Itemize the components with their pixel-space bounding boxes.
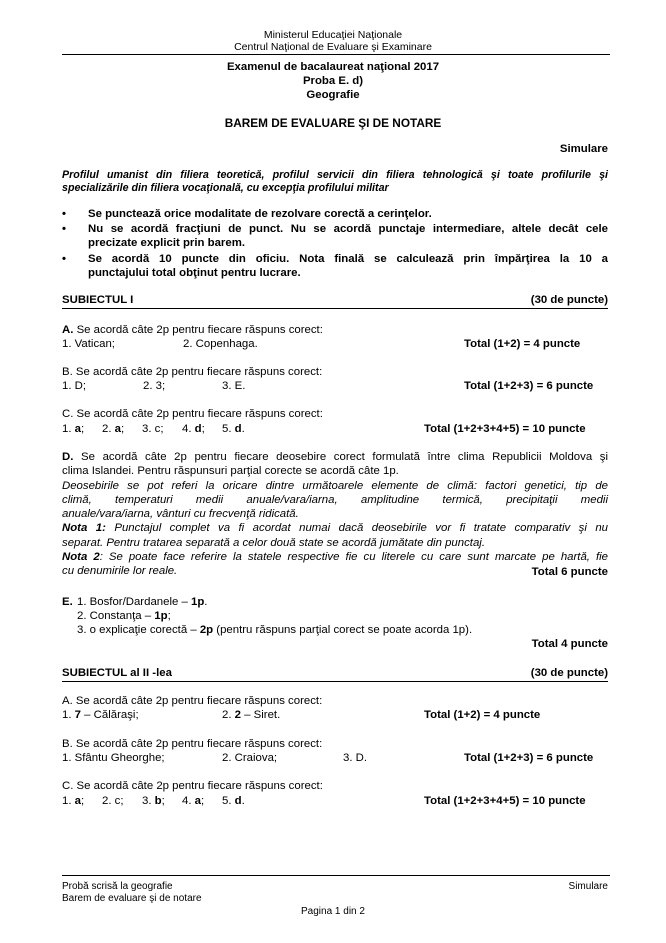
s1-e-item-3-remark: (pentru răspuns parţial corect se poate acorda 1p). bbox=[213, 624, 473, 636]
footer-left-1: Probă scrisă la geografie bbox=[62, 881, 173, 892]
s1-d-note-1b: separat. Pentru tratarea separată a celor două state se acordă jumătate din punctaj. bbox=[62, 537, 485, 549]
s1-d-note-2 bbox=[62, 551, 608, 563]
s2-b-answer-2: 2. Craiova; bbox=[222, 752, 278, 764]
s1-c-total: Total (1+2+3+4+5) = 10 puncte bbox=[424, 423, 586, 435]
s2-a-answer-2-text: – Siret. bbox=[241, 709, 281, 721]
s1-b-total: Total (1+2+3) = 6 puncte bbox=[464, 380, 594, 392]
s1-d-note-1-label: Nota 1: bbox=[62, 522, 106, 534]
s1-c-answer-3-value: c bbox=[154, 423, 161, 435]
rule-1: Se punctează orice modalitate de rezolvare corectă a cerinţelor. bbox=[88, 208, 432, 220]
s1-c-answer-2: 2. a; bbox=[102, 423, 125, 435]
s2-c-answer-4: 4. a; bbox=[182, 795, 205, 807]
s1-title: SUBIECTUL I bbox=[62, 294, 134, 306]
s1-d-line-1 bbox=[62, 451, 608, 463]
s2-a-answer-2-value: 2 bbox=[234, 709, 242, 721]
s2-a-total: Total (1+2) = 4 puncte bbox=[424, 709, 541, 721]
s1-e-item-3 bbox=[77, 624, 472, 636]
s1-c-answer-5-value: d bbox=[234, 423, 242, 435]
center-name: Centrul Naţional de Evaluare şi Examinare bbox=[234, 41, 432, 53]
profile-line-2: specializările din filiera vocaţională, cu excepţia profilului militar bbox=[62, 182, 389, 194]
s1-d-line-2: clima Islandei. Pentru răspunsuri parţial corecte se acordă câte 1p. bbox=[62, 465, 399, 477]
s2-a-answer-1-num: 1. bbox=[62, 709, 75, 721]
s2-a-answer-1-value: 7 bbox=[74, 709, 82, 721]
rule-2a: Nu se acordă fracţiuni de punct. Nu se acordă punctaje intermediare, altele decât cele bbox=[88, 223, 608, 235]
s1-c-answer-1: 1. a; bbox=[62, 423, 85, 435]
s2-b-answer-3: 3. D. bbox=[343, 752, 368, 764]
rule-3a: Se acordă 10 puncte din oficiu. Nota finală se calculează prin împărţirea la 10 a bbox=[88, 253, 608, 265]
s1-b-intro: B. Se acordă câte 2p pentru fiecare răspuns corect: bbox=[62, 366, 323, 378]
exam-title: Examenul de bacalaureat naţional 2017 bbox=[226, 61, 440, 73]
s1-c-answer-5-num: 5. bbox=[222, 423, 232, 435]
exam-proba: Proba E. d) bbox=[302, 75, 364, 87]
s1-b-answer-1: 1. D; bbox=[62, 380, 87, 392]
s1-e-item-2: 2. Constanţa – 1p; bbox=[77, 610, 171, 622]
s1-d-note-2b: cu denumirile lor reale. bbox=[62, 565, 178, 577]
s2-c-answer-3: 3. b; bbox=[142, 795, 165, 807]
s2-c-answer-3-value: b bbox=[154, 795, 162, 807]
bullet-icon: • bbox=[62, 223, 66, 235]
footer-left-2: Barem de evaluare şi de notare bbox=[62, 893, 202, 904]
s1-d-line-3: Deosebirile se pot referi la oricare dintre următoarele elemente de climă: factori genetici, tip de bbox=[62, 480, 608, 492]
s1-d-total: Total 6 puncte bbox=[531, 566, 608, 578]
s2-a-answer-1-text: – Călăraşi; bbox=[81, 709, 139, 721]
s1-e-item-2-text: 2. Constanţa – bbox=[77, 610, 155, 622]
s1-c-answer-2-num: 2. bbox=[102, 423, 112, 435]
s1-a-answer-1: 1. Vatican; bbox=[62, 338, 115, 350]
s1-c-answer-4-value: d bbox=[194, 423, 202, 435]
s1-c-answer-1-value: a bbox=[74, 423, 82, 435]
s1-c-answer-5: 5. d. bbox=[222, 423, 245, 435]
s1-e-item-3-points: 2p bbox=[199, 624, 214, 636]
s1-c-answer-4: 4. d; bbox=[182, 423, 205, 435]
ministry-name: Ministerul Educaţiei Naţionale bbox=[263, 29, 403, 41]
s2-c-answer-2-num: 2. bbox=[102, 795, 112, 807]
rule-3b: punctajului total obţinut pentru lucrare. bbox=[88, 267, 301, 279]
s2-c-answer-2-value: c bbox=[114, 795, 121, 807]
s2-title: SUBIECTUL al II -lea bbox=[62, 667, 172, 679]
s2-divider bbox=[62, 681, 608, 682]
s1-d-note-2-label: Nota 2 bbox=[62, 551, 100, 563]
s2-c-answer-4-value: a bbox=[194, 795, 202, 807]
s1-points: (30 de puncte) bbox=[530, 294, 608, 306]
s1-e-item-2-points: 1p bbox=[154, 610, 168, 622]
s2-a-intro: A. Se acordă câte 2p pentru fiecare răspuns corect: bbox=[62, 695, 323, 707]
s2-b-total: Total (1+2+3) = 6 puncte bbox=[464, 752, 594, 764]
s2-c-answer-4-num: 4. bbox=[182, 795, 192, 807]
footer-divider bbox=[62, 875, 610, 876]
s2-c-answer-5: 5. d. bbox=[222, 795, 245, 807]
s1-e-item-1-text: 1. Bosfor/Dardanele – bbox=[77, 596, 191, 608]
s1-c-answer-1-num: 1. bbox=[62, 423, 72, 435]
simulare-label: Simulare bbox=[559, 143, 608, 155]
s1-a-total: Total (1+2) = 4 puncte bbox=[464, 338, 581, 350]
s2-b-answer-1: 1. Sfântu Gheorghe; bbox=[62, 752, 165, 764]
bullet-icon: • bbox=[62, 253, 66, 265]
s1-c-answer-3-num: 3. bbox=[142, 423, 152, 435]
s1-d-note-2-text: : Se poate face referire la statele respective fie cu literele cu care sunt marcate pe hartă, fie bbox=[99, 551, 608, 563]
rule-2b: precizate explicit prin barem. bbox=[88, 237, 245, 249]
bullet-icon: • bbox=[62, 208, 66, 220]
s1-b-answer-2: 2. 3; bbox=[143, 380, 166, 392]
s2-a-answer-2-num: 2. bbox=[222, 709, 235, 721]
s2-c-answer-1-num: 1. bbox=[62, 795, 72, 807]
s2-c-answer-1: 1. a; bbox=[62, 795, 85, 807]
s1-divider bbox=[62, 308, 608, 309]
s1-e-label: E. bbox=[62, 596, 73, 608]
s2-c-answer-5-num: 5. bbox=[222, 795, 232, 807]
s2-a-answer-1 bbox=[62, 709, 139, 721]
s1-e-item-1: 1. Bosfor/Dardanele – 1p. bbox=[77, 596, 208, 608]
s1-c-answer-2-value: a bbox=[114, 423, 122, 435]
s1-a-label: A. bbox=[62, 324, 74, 336]
s2-c-answer-5-value: d bbox=[234, 795, 242, 807]
s1-a-intro bbox=[62, 324, 323, 336]
s1-d-line-1-text: Se acordă câte 2p pentru fiecare deosebire corect formulată între clima Republicii Moldova şi bbox=[81, 451, 609, 463]
s2-b-intro: B. Se acordă câte 2p pentru fiecare răspuns corect: bbox=[62, 738, 323, 750]
s2-a-answer-2 bbox=[222, 709, 280, 721]
header-divider bbox=[62, 54, 610, 55]
s2-c-answer-3-num: 3. bbox=[142, 795, 152, 807]
s1-c-intro: C. Se acordă câte 2p pentru fiecare răspuns corect: bbox=[62, 408, 323, 420]
s1-d-line-5: anuale/vara/iarna, vânturi cu frecvenţă ridicată. bbox=[62, 508, 299, 520]
s1-c-answer-3: 3. c; bbox=[142, 423, 164, 435]
s1-b-answer-3: 3. E. bbox=[222, 380, 246, 392]
s1-e-item-3-text: 3. o explicaţie corectă – bbox=[77, 624, 200, 636]
s2-c-total: Total (1+2+3+4+5) = 10 puncte bbox=[424, 795, 586, 807]
s1-e-item-1-points: 1p bbox=[190, 596, 205, 608]
s1-d-label: D. bbox=[62, 451, 74, 463]
s1-a-answer-2: 2. Copenhaga. bbox=[183, 338, 258, 350]
s2-c-answer-1-value: a bbox=[74, 795, 82, 807]
s1-a-intro-text: Se acordă câte 2p pentru fiecare răspuns corect: bbox=[76, 324, 323, 336]
s2-c-intro: C. Se acordă câte 2p pentru fiecare răspuns corect: bbox=[62, 780, 323, 792]
s2-points: (30 de puncte) bbox=[530, 667, 608, 679]
s2-c-answer-2: 2. c; bbox=[102, 795, 124, 807]
s1-d-note-1 bbox=[62, 522, 608, 534]
s1-d-note-1-text: Punctajul complet va fi acordat numai dacă deosebirile vor fi tratate comparativ şi nu bbox=[105, 522, 608, 534]
footer-right: Simulare bbox=[568, 881, 608, 892]
page-number: Pagina 1 din 2 bbox=[301, 906, 365, 917]
s1-e-total: Total 4 puncte bbox=[531, 638, 608, 650]
s1-d-line-4: climă, temperaturi medii anuale/vara/iarna, amplitudine termică, precipitaţii medii bbox=[62, 494, 608, 506]
profile-line-1: Profilul umanist din filiera teoretică, profilul servicii din filiera tehnologică şi toate profilurile şi bbox=[62, 169, 608, 181]
exam-subject: Geografie bbox=[306, 89, 360, 101]
s1-c-answer-4-num: 4. bbox=[182, 423, 192, 435]
barem-title: BAREM DE EVALUARE ŞI DE NOTARE bbox=[224, 116, 442, 130]
